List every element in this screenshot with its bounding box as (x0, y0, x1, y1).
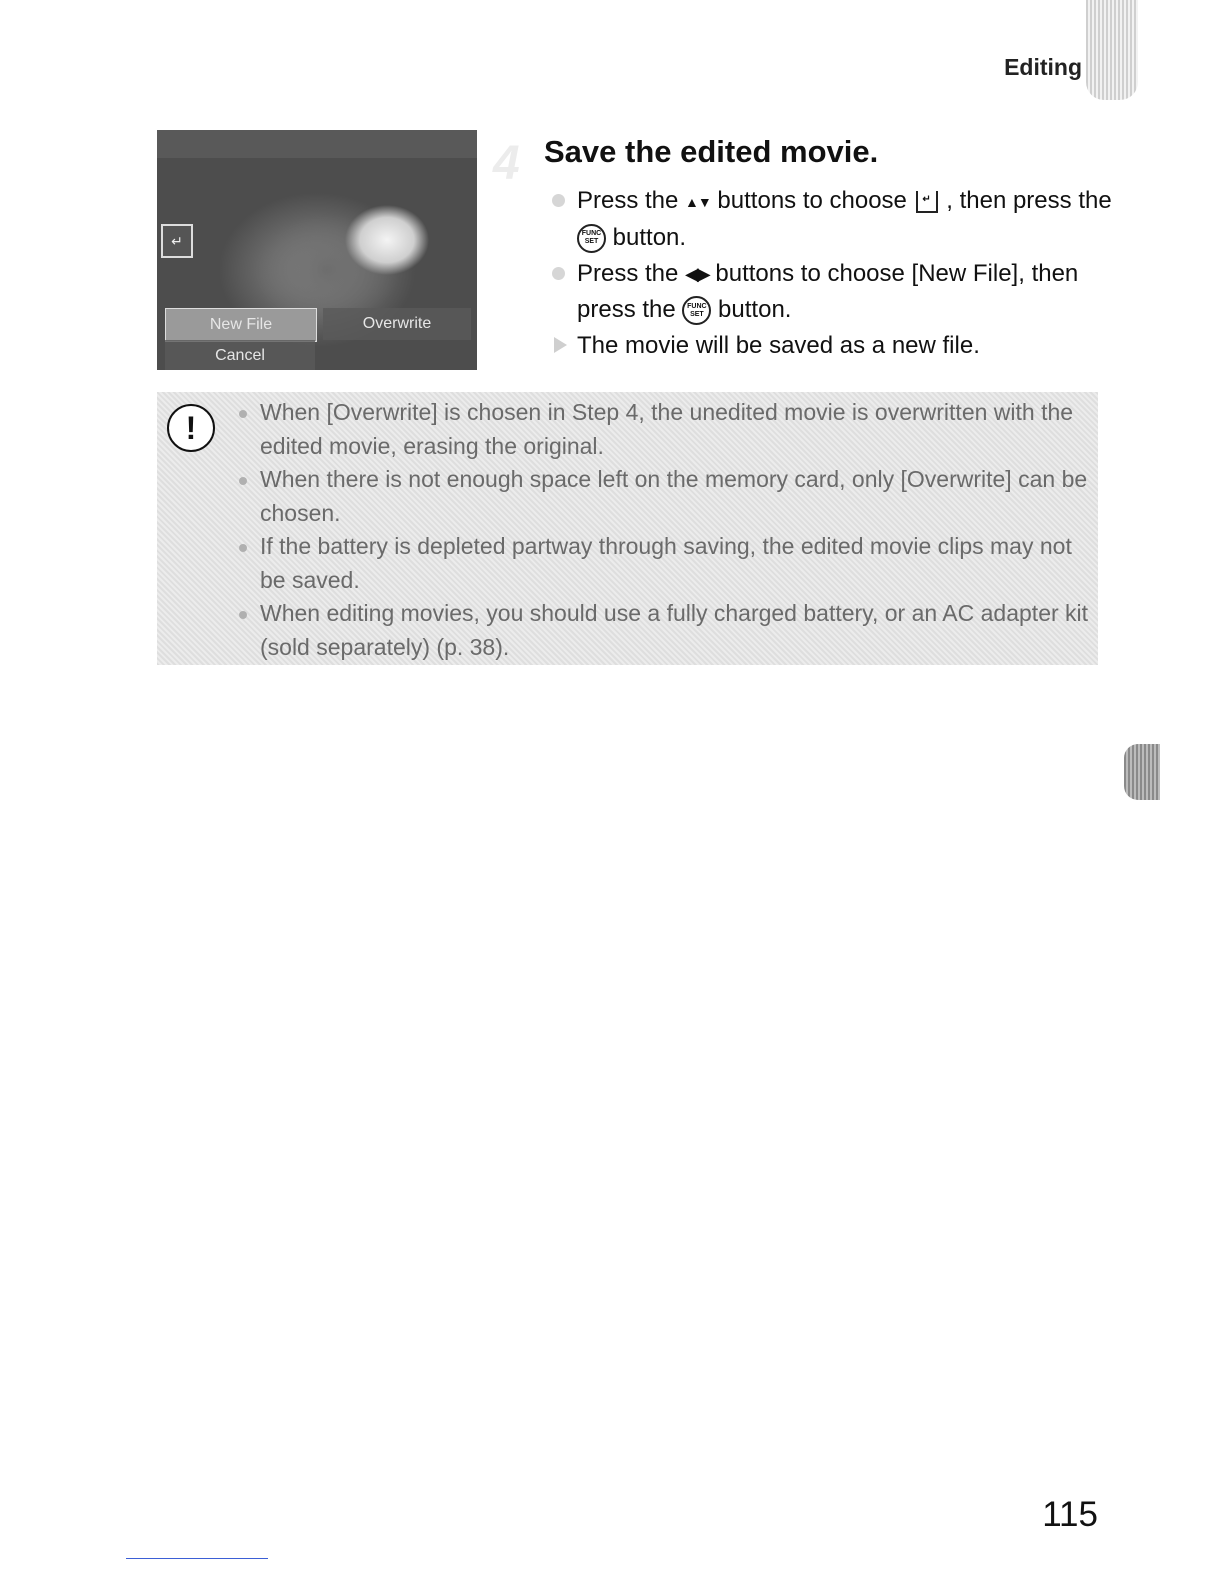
instruction-1: Press the ▲▼ buttons to choose ↵ , then press the FUNC SET button. (552, 183, 1112, 256)
chapter-tab-top (1086, 0, 1138, 100)
camera-screen-image (157, 130, 477, 370)
save-new-file-icon: ↵ (916, 191, 938, 213)
caution-item: If the battery is depleted partway through saving, the edited movie clips may not be saved. (235, 530, 1090, 597)
caution-box (157, 392, 1098, 665)
screen-top-bar (157, 130, 477, 158)
step-title: Save the edited movie. (544, 134, 879, 169)
option-overwrite: Overwrite (323, 308, 471, 340)
footer-rule (126, 1558, 268, 1559)
caution-item: When there is not enough space left on the memory card, only [Overwrite] can be chosen. (235, 463, 1090, 530)
caution-item: When [Overwrite] is chosen in Step 4, the unedited movie is overwritten with the edited movie, erasing the original. (235, 396, 1090, 463)
caution-item: When editing movies, you should use a fully charged battery, or an AC adapter kit (sold separately) (p. 38). (235, 597, 1090, 664)
left-right-arrows-icon: ◀▶ (685, 264, 709, 285)
edit-save-icon: ↵ (161, 224, 193, 258)
caution-list (235, 396, 1090, 664)
instruction-result: The movie will be saved as a new file. (552, 328, 1112, 364)
up-down-arrows-icon: ▲▼ (685, 193, 711, 210)
caution-icon: ! (167, 404, 215, 452)
page-number: 115 (1042, 1495, 1098, 1534)
step-instructions (552, 183, 1112, 364)
func-set-button-icon: FUNC SET (682, 296, 711, 325)
func-set-button-icon: FUNC SET (577, 224, 606, 253)
step-number: 4 (493, 137, 520, 190)
option-new-file: New File (165, 308, 317, 342)
option-cancel: Cancel (165, 340, 315, 370)
bullet-icon (552, 267, 565, 280)
bullet-icon (552, 194, 565, 207)
instruction-2: Press the ◀▶ buttons to choose [New File], then press the FUNC SET button. (552, 256, 1112, 329)
chapter-tab-side (1124, 744, 1160, 800)
section-label: Editing (1004, 54, 1082, 80)
result-arrow-icon (554, 337, 567, 353)
